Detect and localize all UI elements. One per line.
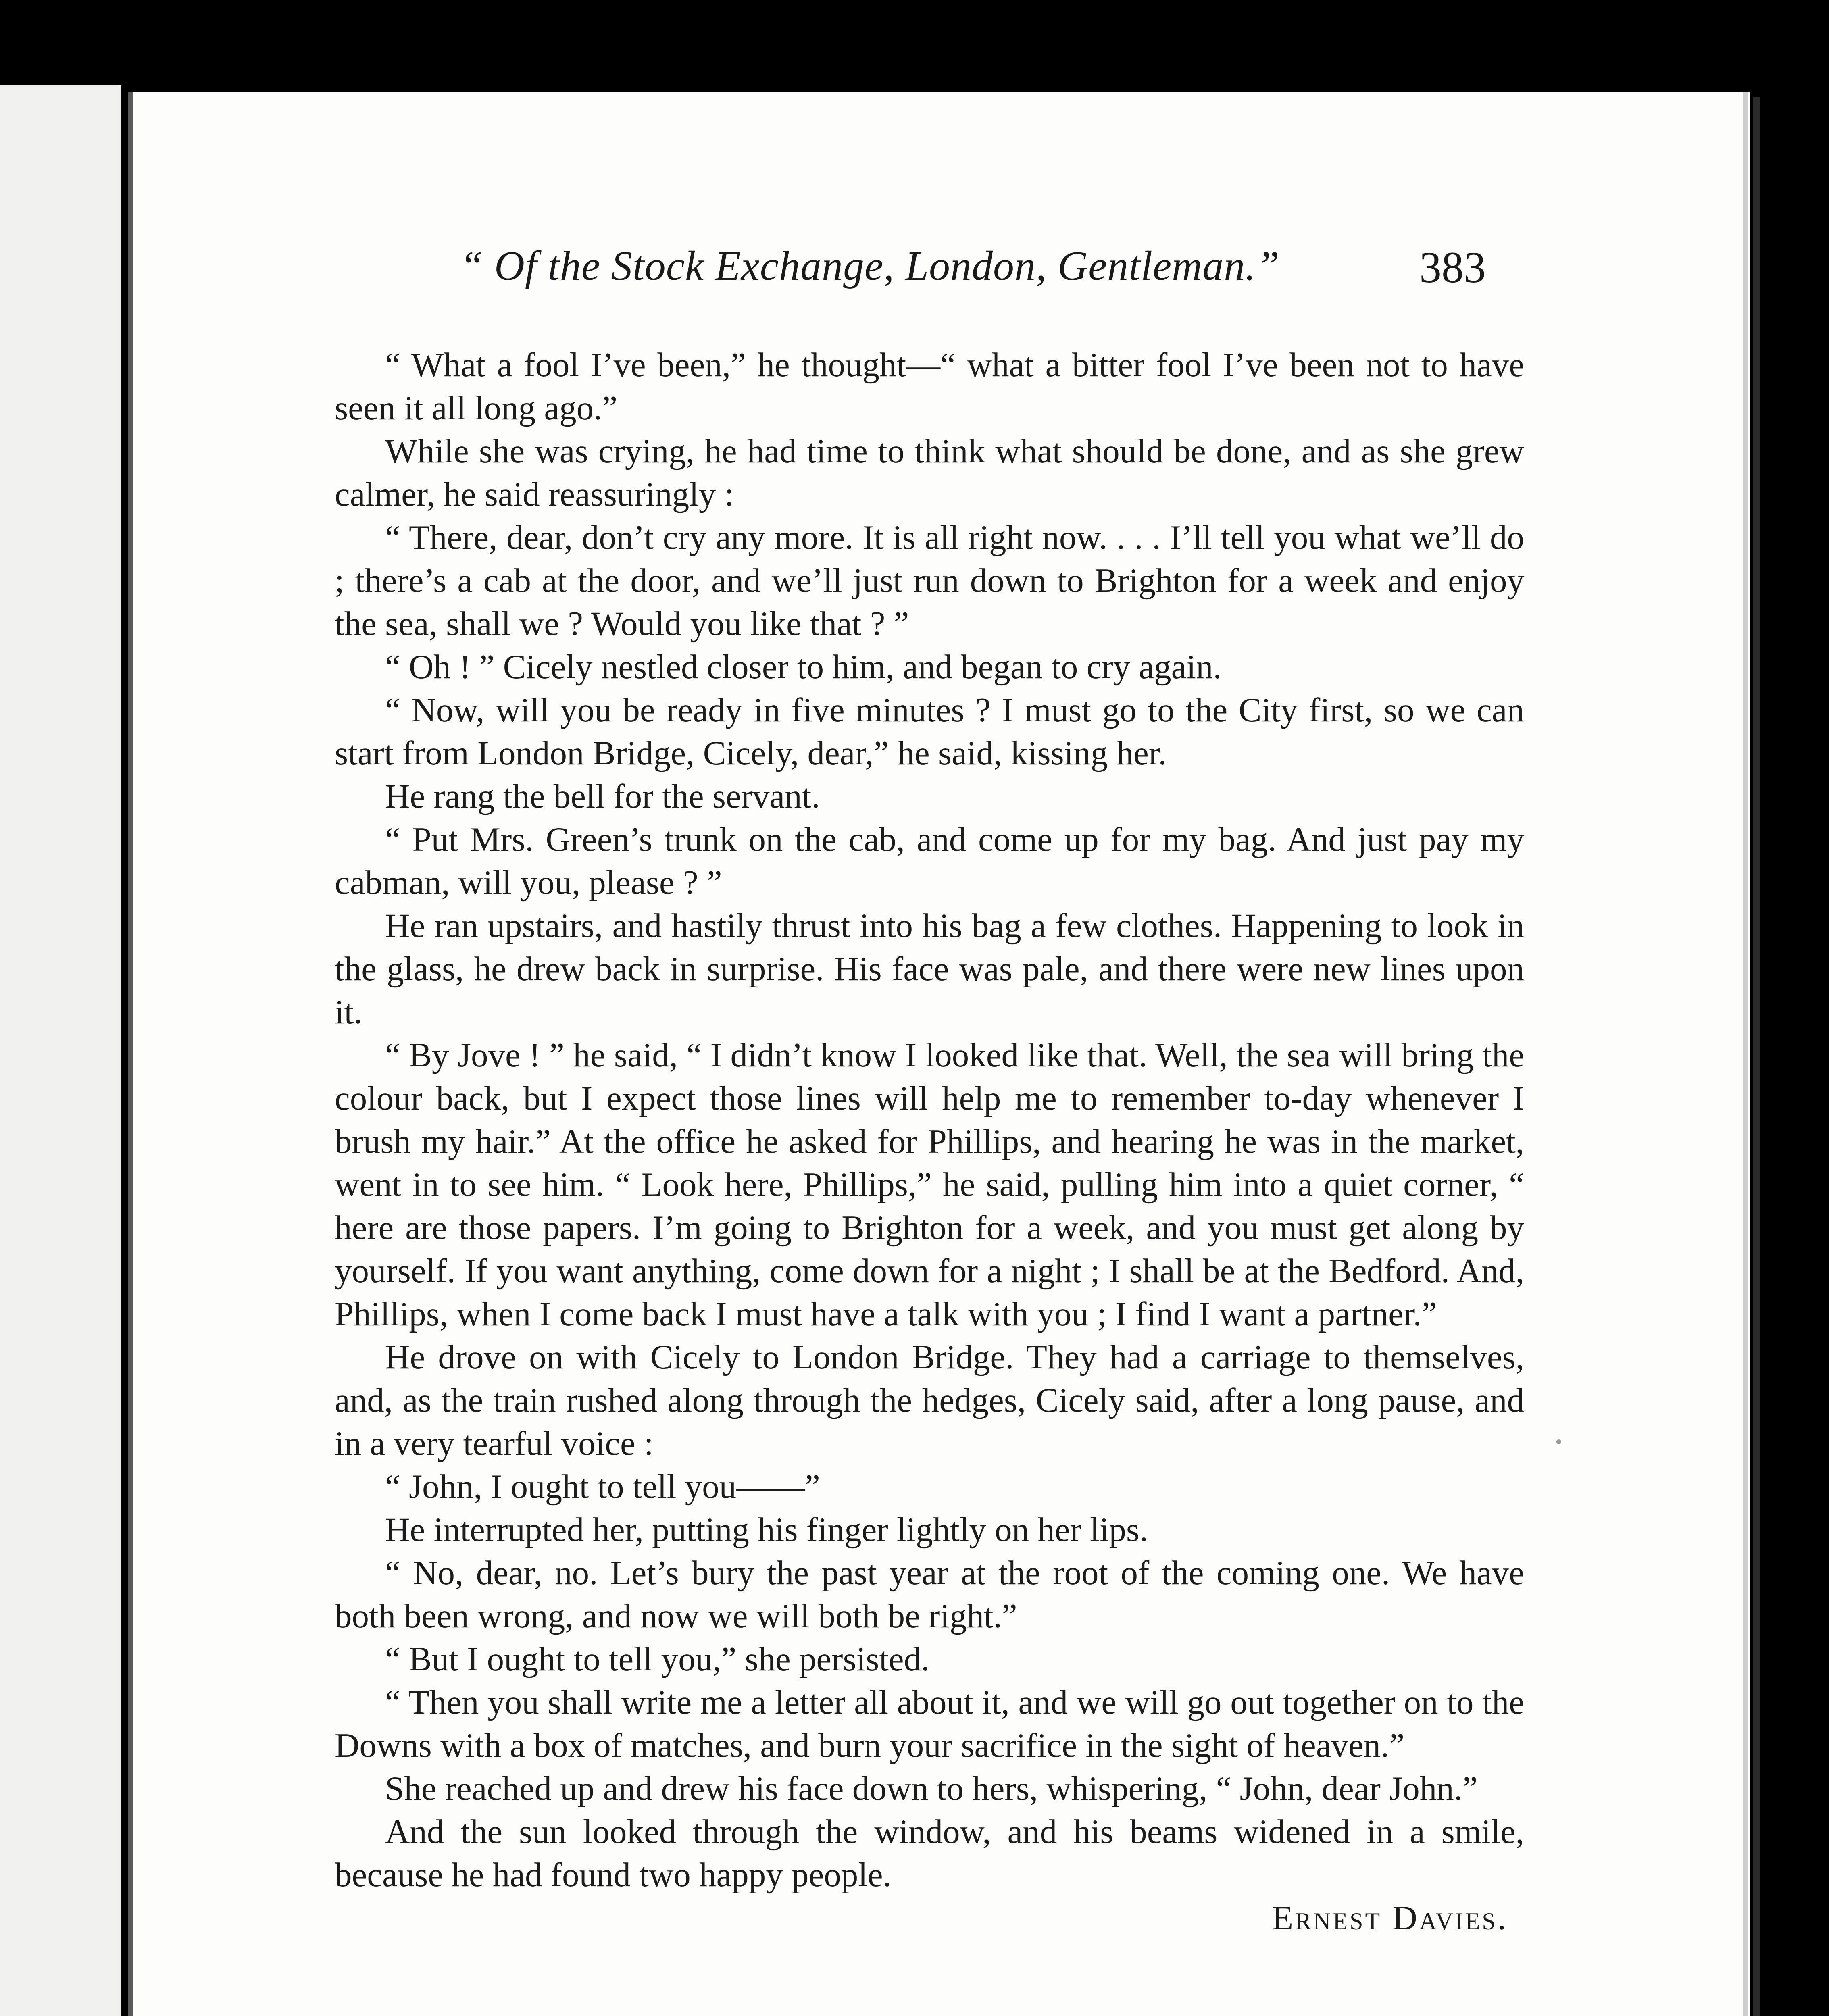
page-number: 383: [1419, 243, 1486, 292]
paragraph: While she was crying, he had time to think what should be done, and as she grew calmer, he said reassuringly :: [335, 432, 1524, 513]
paragraph: He drove on with Cicely to London Bridge. They had a carriage to themselves, and, as the train rushed along through the hedges, Cicely said, after a long pause, and in a very tearful voice :: [335, 1338, 1524, 1462]
running-title: “ Of the Stock Exchange, London, Gentleman.”: [460, 243, 1280, 289]
paragraph: “ But I ought to tell you,” she persisted.: [385, 1640, 930, 1678]
paragraph: “ Oh ! ” Cicely nestled closer to him, and began to cry again.: [385, 648, 1222, 686]
facing-page-edge: [0, 85, 121, 2016]
paragraph: “ John, I ought to tell you——”: [385, 1468, 820, 1506]
page-edge-shadow: [1743, 92, 1748, 2016]
author-signature: Ernest Davies.: [1272, 1899, 1508, 1937]
running-head: [460, 242, 1508, 306]
paragraph: “ Put Mrs. Green’s trunk on the cab, and come up for my bag. And just pay my cabman, will you, please ? ”: [335, 821, 1524, 902]
paragraph: He interrupted her, putting his finger lightly on her lips.: [385, 1511, 1148, 1549]
paragraph: “ No, dear, no. Let’s bury the past year at the root of the coming one. We have both been wrong, and now we will both be right.”: [335, 1554, 1524, 1635]
paragraph: “ There, dear, don’t cry any more. It is all right now. . . . I’ll tell you what we’ll do ; there’s a cab at the door, and we’ll just run down to Brighton for a week and enjoy the sea, shall we ? Would you like that ? ”: [335, 519, 1524, 643]
paragraph: “ Now, will you be ready in five minutes ? I must go to the City first, so we can start from London Bridge, Cicely, dear,” he said, kissing her.: [335, 691, 1524, 772]
paragraph: He ran upstairs, and hastily thrust into his bag a few clothes. Happening to look in the glass, he drew back in surprise. His face was pale, and there were new lines upon it.: [335, 907, 1524, 1031]
paragraph: “ What a fool I’ve been,” he thought—“ what a bitter fool I’ve been not to have seen it all long ago.”: [335, 346, 1524, 427]
paragraph: She reached up and drew his face down to hers, whispering, “ John, dear John.”: [385, 1770, 1478, 1808]
stray-ink-mark: [1556, 1439, 1561, 1444]
paragraph: “ Then you shall write me a letter all about it, and we will go out together on to the Downs with a box of matches, and burn your sacrifice in the sight of heaven.”: [335, 1683, 1524, 1764]
paragraph: And the sun looked through the window, and his beams widened in a smile, because he had found two happy people.: [335, 1813, 1524, 1894]
page-edge-binding: [1753, 97, 1760, 2016]
paragraph: “ By Jove ! ” he said, “ I didn’t know I looked like that. Well, the sea will bring the colour back, but I expect those lines will help me to remember to-day whenever I brush my hair.” At the office he asked for Phillips, and hearing he was in the market, went in to see him. “ Look here, Phillips,” he said, pulling him into a quiet corner, “ here are those papers. I’m going to Brighton for a week, and you must get along by yourself. If you want anything, come down for a night ; I shall be at the Bedford. And, Phillips, when I come back I must have a talk with you ; I find I want a partner.”: [335, 1036, 1524, 1333]
story-text: [335, 344, 1524, 1940]
paragraph: He rang the bell for the servant.: [385, 777, 820, 815]
